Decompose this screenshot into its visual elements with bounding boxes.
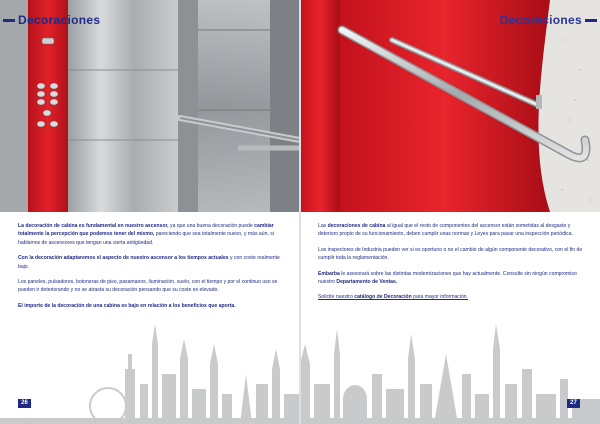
- header-bar-icon: [585, 19, 597, 22]
- section-header: [3, 13, 100, 27]
- body-text: [18, 222, 284, 317]
- paragraph: Los inspectores de Industria pueden ver si es oportuno o no el cambio de algún componente decorativo, con el fin de cumplir toda la reglamentación.: [318, 246, 583, 262]
- header-title: Decoraciones: [18, 13, 101, 27]
- body-text: [318, 222, 584, 309]
- red-panel-handrail-photo: [300, 0, 600, 212]
- paragraph: La decoración de cabina es fundamental en nuestro ascensor, ya que una buena decoración puede cambiar totalmente la percepción que podemos tener del mismo, pareciendo que sea totalmente nuevo, y más aún, si hablamos de ascensores que tengan una cierta antigüedad.: [18, 223, 274, 246]
- city-skyline-illustration: [300, 314, 600, 424]
- header-bar-icon: [3, 19, 15, 22]
- elevator-cabin-photo: [0, 0, 300, 212]
- paragraph: Con la decoración adaptaremos el aspecto de nuestro ascensor a los tiempos actuales y con coste realmente bajo.: [18, 255, 280, 270]
- paragraph: Las decoraciones de cabina al igual que el resto de componentes del ascensor están sometidas al desgaste y deterioro propio de su funcionamiento, deben cumplir unas normas y Leyes para pasar una inspección periódica.: [318, 223, 573, 238]
- city-skyline-illustration: [0, 314, 300, 424]
- right-page: [300, 0, 600, 424]
- page-number: 26: [18, 399, 31, 408]
- header-title: Decoraciones: [499, 13, 582, 27]
- paragraph: Los paneles, pulsadores, botoneras de piso, pasamanos, iluminación, suelo, con el tiempo y por el continuo uso se pueden ir deteriorando y no se atrasta su decoración pensando que su coste es elevado.: [18, 279, 278, 294]
- paragraph: Embarba le asesorará sobre las distintas modernizaciones que hay actualmente. Consulte sin ningún compromiso nuestro Departamento de Ventas.: [318, 270, 577, 286]
- paragraph: El importe de la decoración de una cabina es bajo en relación a los beneficios que aporta.: [18, 302, 236, 309]
- page-number: 27: [567, 399, 580, 408]
- book-spine: [299, 0, 301, 424]
- section-header: [500, 13, 597, 27]
- catalog-link[interactable]: Solicite nuestro catálogo de Decoración para mayor información.: [318, 294, 469, 301]
